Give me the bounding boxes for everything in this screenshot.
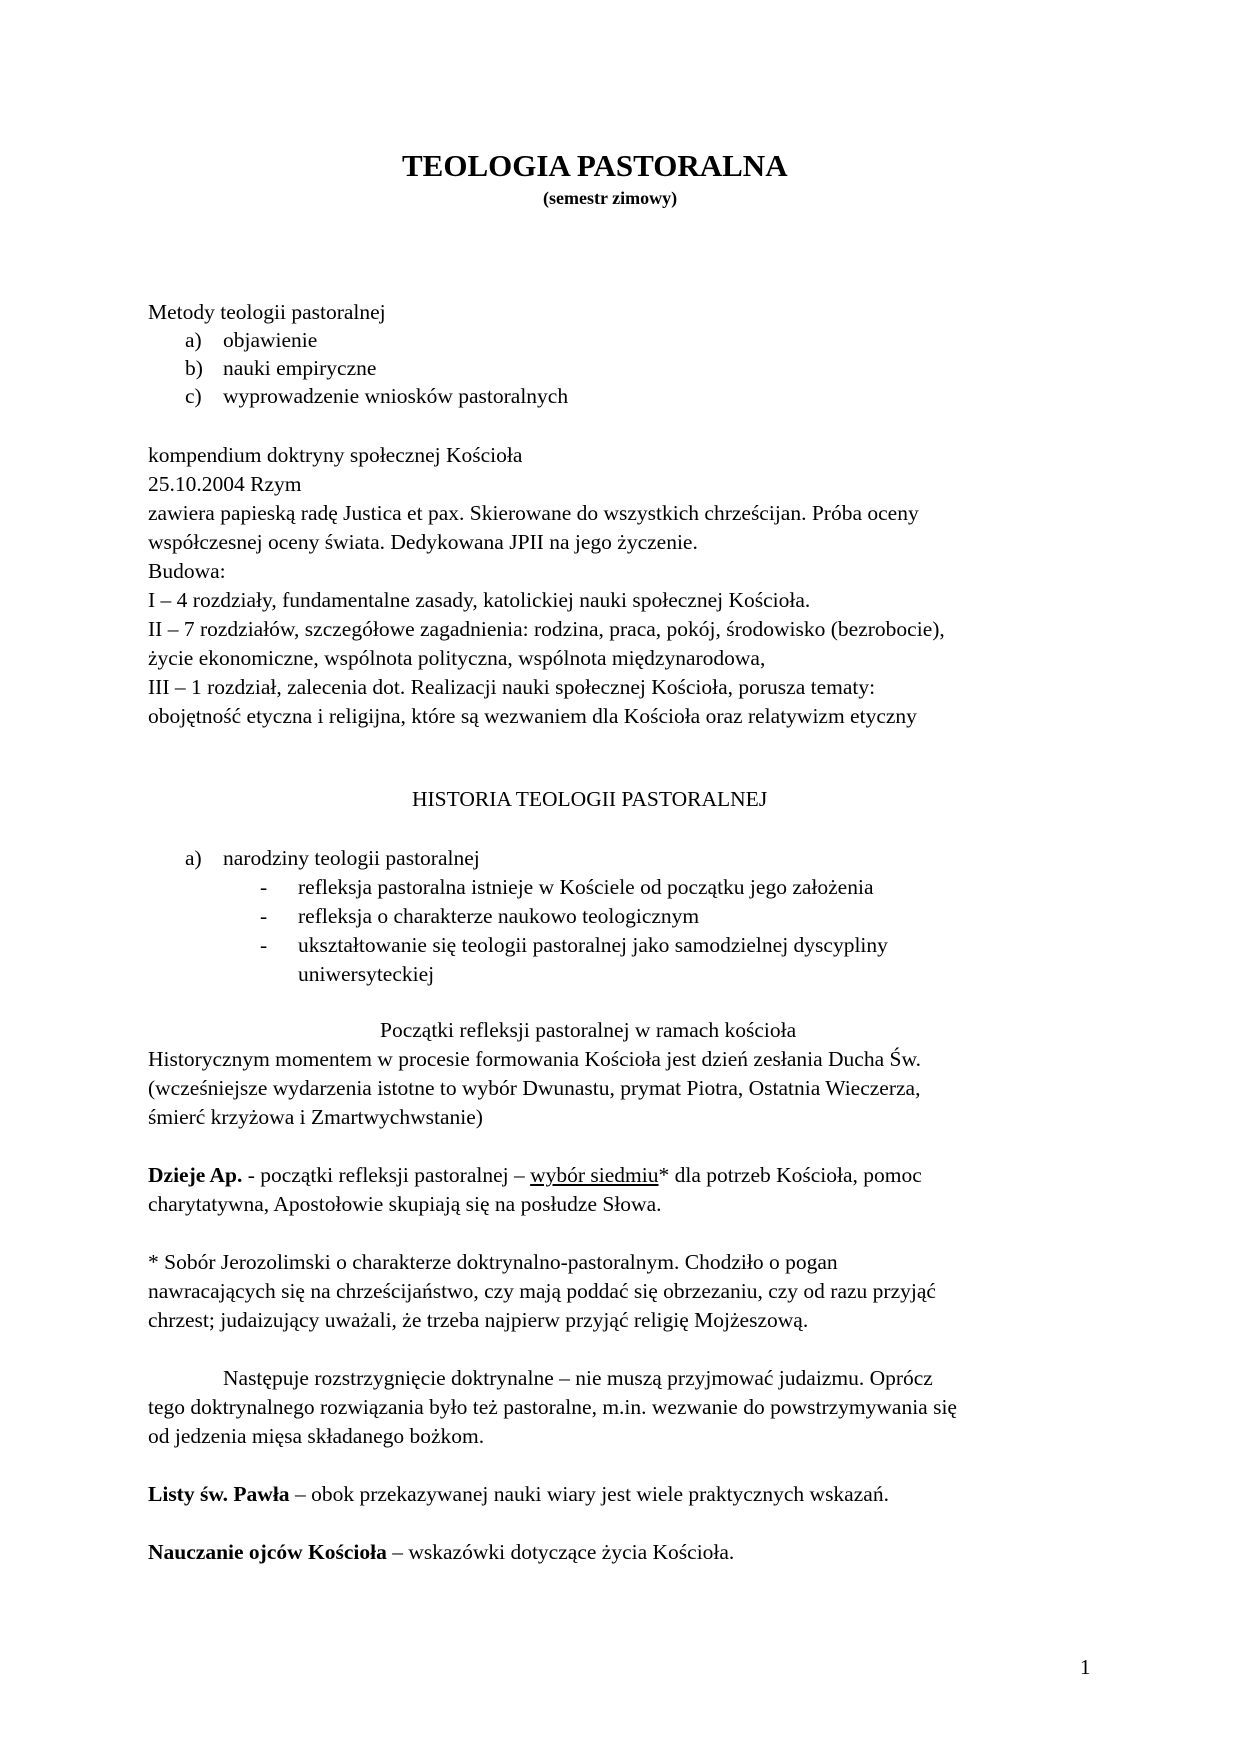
compendium-line: 25.10.2004 Rzym — [148, 472, 302, 496]
methods-item-marker: b) — [185, 356, 203, 380]
beginnings-line: (wcześniejsze wydarzenia istotne to wybór Dwunastu, prymat Piotra, Ostatnia Wieczerza, — [148, 1076, 921, 1100]
council-line: nawracających się na chrześcijaństwo, czy mają poddać się obrzezaniu, czy od razu przyjąć — [148, 1279, 936, 1303]
methods-item-marker: a) — [185, 328, 202, 352]
document-title: TEOLOGIA PASTORALNA — [402, 148, 788, 183]
beginnings-line: śmierć krzyżowa i Zmartwychwstanie) — [148, 1105, 483, 1129]
council-line: chrzest; judaizujący uważali, że trzeba najpierw przyjąć religię Mojżeszową. — [148, 1308, 809, 1332]
bullet-item: refleksja o charakterze naukowo teologicznym — [298, 904, 700, 928]
resolution-line: Następuje rozstrzygnięcie doktrynalne – nie muszą przyjmować judaizmu. Oprócz — [223, 1366, 933, 1390]
paul-paragraph — [148, 1480, 889, 1509]
acts-text: - początki refleksji pastoralnej – — [242, 1163, 531, 1187]
council-line: * Sobór Jerozolimski o charakterze doktrynalno-pastoralnym. Chodziło o pogan — [148, 1250, 838, 1274]
methods-item: objawienie — [223, 328, 318, 352]
methods-item-marker: c) — [185, 384, 202, 408]
resolution-line: od jedzenia mięsa składanego bożkom. — [148, 1424, 485, 1448]
compendium-line: obojętność etyczna i religijna, które są wezwaniem dla Kościoła oraz relatywizm etyczny — [148, 704, 917, 728]
acts-bold: Dzieje Ap. — [148, 1163, 243, 1187]
bullet-marker: - — [260, 933, 268, 957]
compendium-line: I – 4 rozdziały, fundamentalne zasady, katolickiej nauki społecznej Kościoła. — [148, 588, 811, 612]
methods-item: nauki empiryczne — [223, 356, 377, 380]
acts-underline: wybór siedmiu — [530, 1163, 659, 1187]
fathers-paragraph — [148, 1538, 734, 1567]
compendium-line: II – 7 rozdziałów, szczegółowe zagadnienia: rodzina, praca, pokój, środowisko (bezrobocie), — [148, 617, 945, 641]
compendium-line: współczesnej oceny świata. Dedykowana JPII na jego życzenie. — [148, 530, 698, 554]
fathers-bold: Nauczanie ojców Kościoła — [148, 1540, 387, 1564]
paul-bold: Listy św. Pawła — [148, 1482, 290, 1506]
acts-line: charytatywna, Apostołowie skupiają się na posłudze Słowa. — [148, 1192, 662, 1216]
acts-paragraph — [148, 1161, 922, 1190]
bullet-marker: - — [260, 875, 268, 899]
resolution-line: tego doktrynalnego rozwiązania było też pastoralne, m.in. wezwanie do powstrzymywania się — [148, 1395, 957, 1419]
compendium-line: życie ekonomiczne, wspólnota polityczna, wspólnota międzynarodowa, — [148, 646, 766, 670]
methods-heading: Metody teologii pastoralnej — [148, 300, 386, 324]
compendium-line: Budowa: — [148, 559, 226, 583]
fathers-text: – wskazówki dotyczące życia Kościoła. — [386, 1540, 735, 1564]
beginnings-heading: Początki refleksji pastoralnej w ramach kościoła — [380, 1018, 797, 1042]
bullet-item: uniwersyteckiej — [298, 962, 435, 986]
compendium-line: III – 1 rozdział, zalecenia dot. Realizacji nauki społecznej Kościoła, porusza tematy: — [148, 675, 876, 699]
methods-item: wyprowadzenie wniosków pastoralnych — [223, 384, 569, 408]
history-item-marker: a) — [185, 846, 202, 870]
paul-text: – obok przekazywanej nauki wiary jest wiele praktycznych wskazań. — [289, 1482, 889, 1506]
page-number: 1 — [1080, 1655, 1091, 1679]
bullet-marker: - — [260, 904, 268, 928]
document-subtitle: (semestr zimowy) — [543, 188, 678, 208]
history-item: narodziny teologii pastoralnej — [223, 846, 480, 870]
bullet-item: ukształtowanie się teologii pastoralnej jako samodzielnej dyscypliny — [298, 933, 888, 957]
bullet-item: refleksja pastoralna istnieje w Kościele od początku jego założenia — [298, 875, 874, 899]
compendium-line: zawiera papieską radę Justica et pax. Skierowane do wszystkich chrześcijan. Próba oceny — [148, 501, 919, 525]
acts-text-end: * dla potrzeb Kościoła, pomoc — [658, 1163, 922, 1187]
beginnings-line: Historycznym momentem w procesie formowania Kościoła jest dzień zesłania Ducha Św. — [148, 1047, 921, 1071]
compendium-line: kompendium doktryny społecznej Kościoła — [148, 443, 523, 467]
history-heading: HISTORIA TEOLOGII PASTORALNEJ — [412, 787, 768, 811]
